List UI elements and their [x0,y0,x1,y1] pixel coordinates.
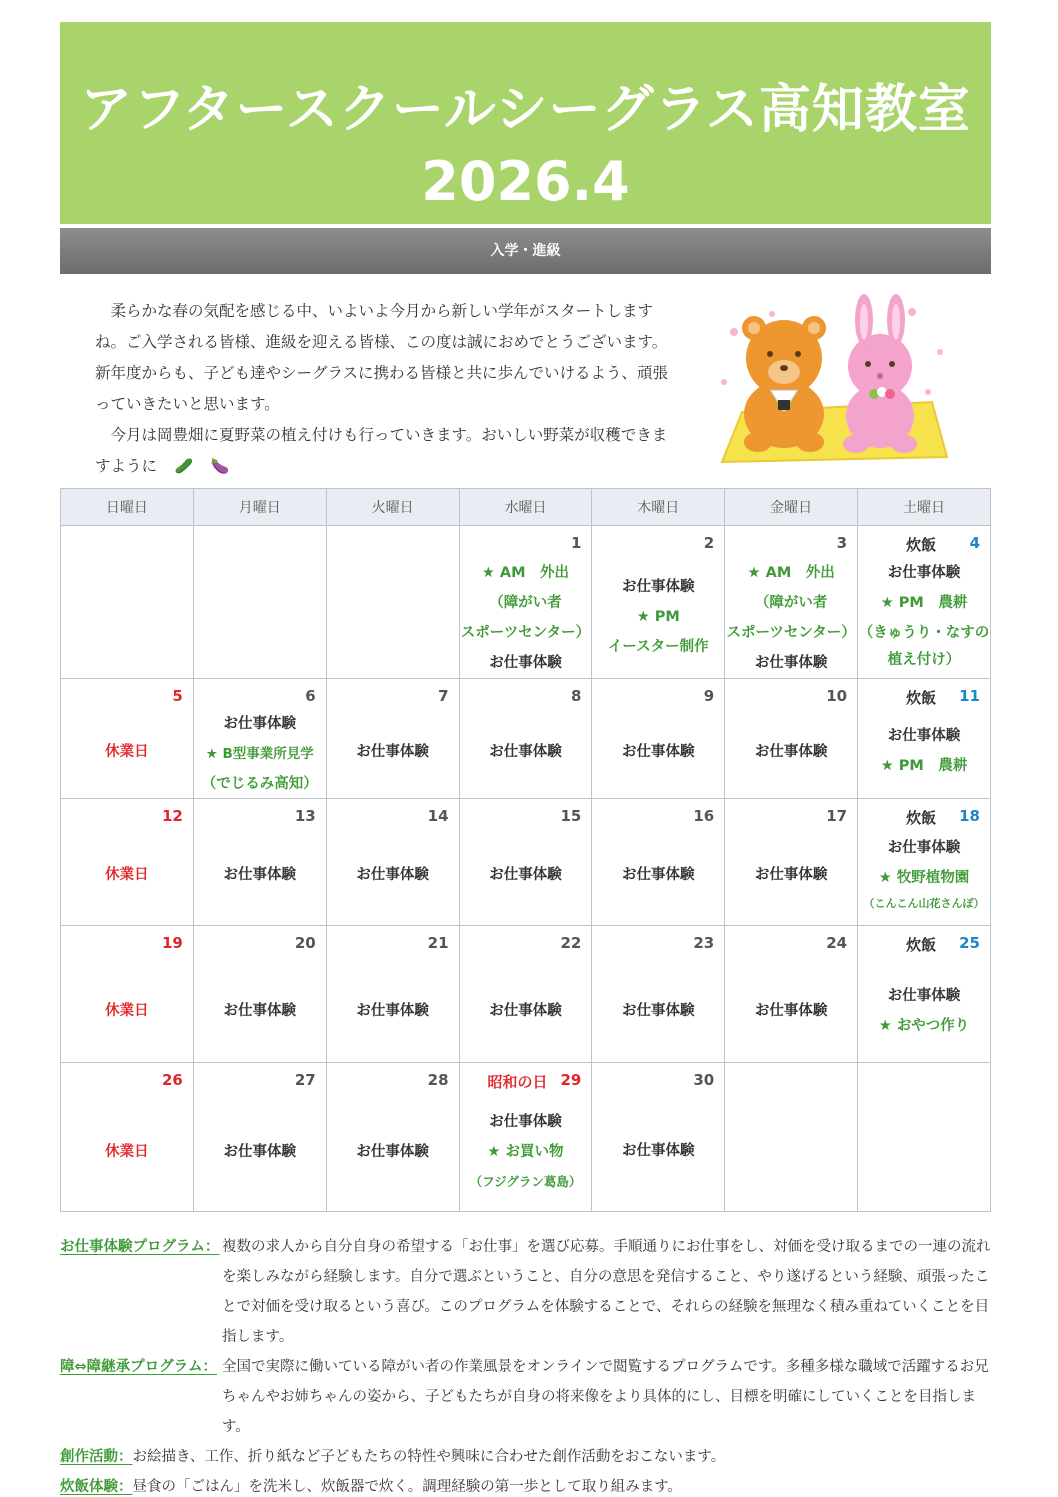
work-label: お仕事体験 [356,1003,429,1019]
day-cell-22 [459,926,592,1063]
day-cell-29 [459,1063,592,1212]
day-number: 19 [161,934,183,952]
day-number: 6 [305,687,316,705]
star-icon: ★ [880,595,894,611]
day-number: 29 [560,1071,582,1089]
work-label: お仕事体験 [622,1003,695,1019]
closed-label: 休業日 [105,744,149,760]
day-number: 8 [570,687,582,705]
intro-paragraph-2: 今月は岡豊畑に夏野菜の植え付けも行っていきます。おいしい野菜が収穫できますように 🥒 🍆 [95,420,675,482]
title-banner [60,22,991,224]
day-number: 25 [959,934,980,952]
day-cell-6 [193,679,326,799]
day-number: 20 [294,934,316,952]
day-number: 26 [161,1071,183,1089]
note-text: 昼食の「ごはん」を洗米し、炊飯器で炊く。調理経験の第一歩として取り組みます。 [132,1479,683,1495]
rice-label: 炊飯 [906,536,937,554]
day-cell-13 [193,799,326,926]
note-label: 障⇔障継承プログラム： [60,1359,218,1375]
day-cell-16 [592,799,725,926]
note-text: 複数の求人から自分自身の希望する「お仕事」を選び応募。手順通りにお仕事をし、対価を受け取るまでの一連の流れを楽しみながら経験します。自分で選ぶということ、自分の意思を発信すること、やり遂げるという経験、頑張ったことで対価を受け取るという喜び。このプログラムを体験することで、それらの経験を無理なく積み重ねていくことを目指します。 [222,1239,991,1345]
work-label: お仕事体験 [356,1144,429,1160]
note-text: お絵描き、工作、折り紙など子どもたちの特性や興味に合わせた創作活動をおこないます。 [132,1449,726,1465]
day-number: 9 [703,687,715,705]
day-events: お仕事体験 ★ PM 農耕 [880,728,968,774]
day-number: 2 [703,534,715,552]
day-cell-23 [592,926,725,1063]
day-number: 5 [172,687,183,705]
day-events: ★ AM 外出 （障がい者 スポーツセンター） お仕事体験 [726,565,856,671]
day-number: 11 [959,687,980,705]
day-cell-17 [725,799,858,926]
work-label: お仕事体験 [223,867,297,883]
holiday-label: 昭和の日 [487,1073,548,1091]
work-label: お仕事体験 [754,744,828,760]
day-cell-empty [858,1063,991,1212]
work-label: お仕事体験 [356,744,429,760]
calendar-week-1 [61,526,991,679]
work-label: お仕事体験 [489,867,562,883]
subtitle-bar: 入学・進級 [60,228,991,274]
note-text: 全国で実際に働いている障がい者の作業風景をオンラインで閲覧するプログラムです。多種多様な職域で活躍するお兄ちゃんやお姉ちゃんの姿から、子どもたちが自身の将来像をより具体的にし、目標を明確にしていくことを目指します。 [222,1359,989,1435]
work-label: お仕事体験 [754,1003,828,1019]
rabbit-icon [843,294,917,453]
calendar-week-2 [61,679,991,799]
day-events: お仕事体験 ★ おやつ作り [878,988,970,1034]
work-label: お仕事体験 [489,1003,562,1019]
day-number: 23 [693,934,715,952]
day-cell-12 [61,799,194,926]
note-succession-program [60,1352,991,1442]
day-events: お仕事体験 ★ PM イースター制作 [607,579,709,655]
day-events: お仕事体験 ★ お買い物 （フジグラン葛島） [469,1114,582,1189]
weekday-thu: 木曜日 [592,489,725,526]
work-label: お仕事体験 [622,1143,695,1159]
star-icon: ★ [747,565,761,581]
day-cell-21 [326,926,459,1063]
day-cell-empty [193,526,326,679]
star-icon: ★ [878,1018,892,1034]
note-creative-activity [60,1442,991,1472]
closed-label: 休業日 [105,867,149,883]
intro-text [95,296,675,482]
day-cell-26 [61,1063,194,1212]
star-icon: ★ [880,758,894,774]
day-cell-empty [61,526,194,679]
day-number: 24 [826,934,848,952]
day-number: 3 [836,534,848,552]
rice-label: 炊飯 [906,689,937,707]
day-events: お仕事体験 ★ B型事業所見学 （でじるみ高知） [201,716,318,792]
weekday-mon: 月曜日 [193,489,326,526]
day-cell-1 [459,526,592,679]
day-cell-30 [592,1063,725,1212]
star-icon: ★ [205,746,218,762]
cucumber-icon: 🥒 [174,457,194,475]
day-number: 17 [826,807,848,825]
day-number: 13 [294,807,316,825]
day-number: 30 [693,1071,715,1089]
day-cell-empty [725,1063,858,1212]
note-label: 創作活動： [60,1449,133,1465]
day-cell-25 [858,926,991,1063]
weekday-sun: 日曜日 [61,489,194,526]
work-label: お仕事体験 [223,1144,297,1160]
day-cell-empty [326,526,459,679]
rice-label: 炊飯 [906,936,937,954]
day-cell-24 [725,926,858,1063]
day-cell-9 [592,679,725,799]
day-cell-7 [326,679,459,799]
calendar-table [60,488,991,1212]
star-icon: ★ [487,1144,501,1160]
day-cell-3 [725,526,858,679]
day-number: 21 [427,934,449,952]
work-label: お仕事体験 [223,1003,297,1019]
day-cell-28 [326,1063,459,1212]
day-number: 27 [294,1071,316,1089]
star-icon: ★ [878,870,892,886]
calendar-week-5 [61,1063,991,1212]
day-number: 12 [161,807,183,825]
day-cell-8 [459,679,592,799]
calendar-week-3 [61,799,991,926]
note-rice-cooking [60,1472,991,1497]
day-cell-5 [61,679,194,799]
work-label: お仕事体験 [622,744,695,760]
page-title: アフタースクールシーグラス高知教室 [80,80,971,140]
eggplant-icon: 🍆 [210,457,230,475]
day-number: 18 [959,807,980,825]
day-cell-18 [858,799,991,926]
weekday-wed: 水曜日 [459,489,592,526]
day-events: お仕事体験 ★ 牧野植物園 （こんこん山花さんぽ） [863,840,985,910]
work-label: お仕事体験 [754,867,828,883]
star-icon: ★ [636,609,650,625]
calendar-week-4 [61,926,991,1063]
note-label: 炊飯体験： [60,1479,133,1495]
star-icon: ★ [481,565,495,581]
page-date: 2026.4 [421,150,630,213]
day-number: 22 [560,934,582,952]
day-number: 10 [826,687,848,705]
closed-label: 休業日 [105,1144,149,1160]
closed-label: 休業日 [105,1003,149,1019]
day-number: 16 [693,807,715,825]
day-cell-10 [725,679,858,799]
day-cell-11 [858,679,991,799]
weekday-fri: 金曜日 [725,489,858,526]
weekday-sat: 土曜日 [858,489,991,526]
day-number: 7 [438,687,449,705]
day-cell-19 [61,926,194,1063]
note-work-program [60,1232,991,1352]
day-number: 14 [427,807,449,825]
day-cell-4 [858,526,991,679]
day-cell-14 [326,799,459,926]
day-number: 15 [560,807,582,825]
work-label: お仕事体験 [622,867,695,883]
day-cell-20 [193,926,326,1063]
day-number: 1 [570,534,582,552]
intro-paragraph-1: 柔らかな春の気配を感じる中、いよいよ今月から新しい学年がスタートしますね。ご入学される皆様、進級を迎える皆様、この度は誠におめでとうございます。新年度からも、子ども達やシーグラスに携わる皆様と共に歩んでいけるよう、頑張っていきたいと思います。 [95,302,669,413]
day-cell-2 [592,526,725,679]
weekday-tue: 火曜日 [326,489,459,526]
day-events: ★ AM 外出 （障がい者 スポーツセンター） お仕事体験 [460,565,591,671]
day-number: 28 [427,1071,449,1089]
day-number: 4 [969,534,980,552]
bear-icon [742,316,826,452]
weekday-header-row [61,489,991,526]
day-cell-27 [193,1063,326,1212]
day-cell-15 [459,799,592,926]
work-label: お仕事体験 [489,744,562,760]
note-label: お仕事体験プログラム： [60,1239,220,1255]
program-notes [60,1232,991,1497]
day-events: お仕事体験 ★ PM 農耕 （きゅうり・なすの 植え付け） [858,565,990,668]
rice-label: 炊飯 [906,809,937,827]
bear-rabbit-picnic-illustration [712,292,952,472]
work-label: お仕事体験 [356,867,429,883]
